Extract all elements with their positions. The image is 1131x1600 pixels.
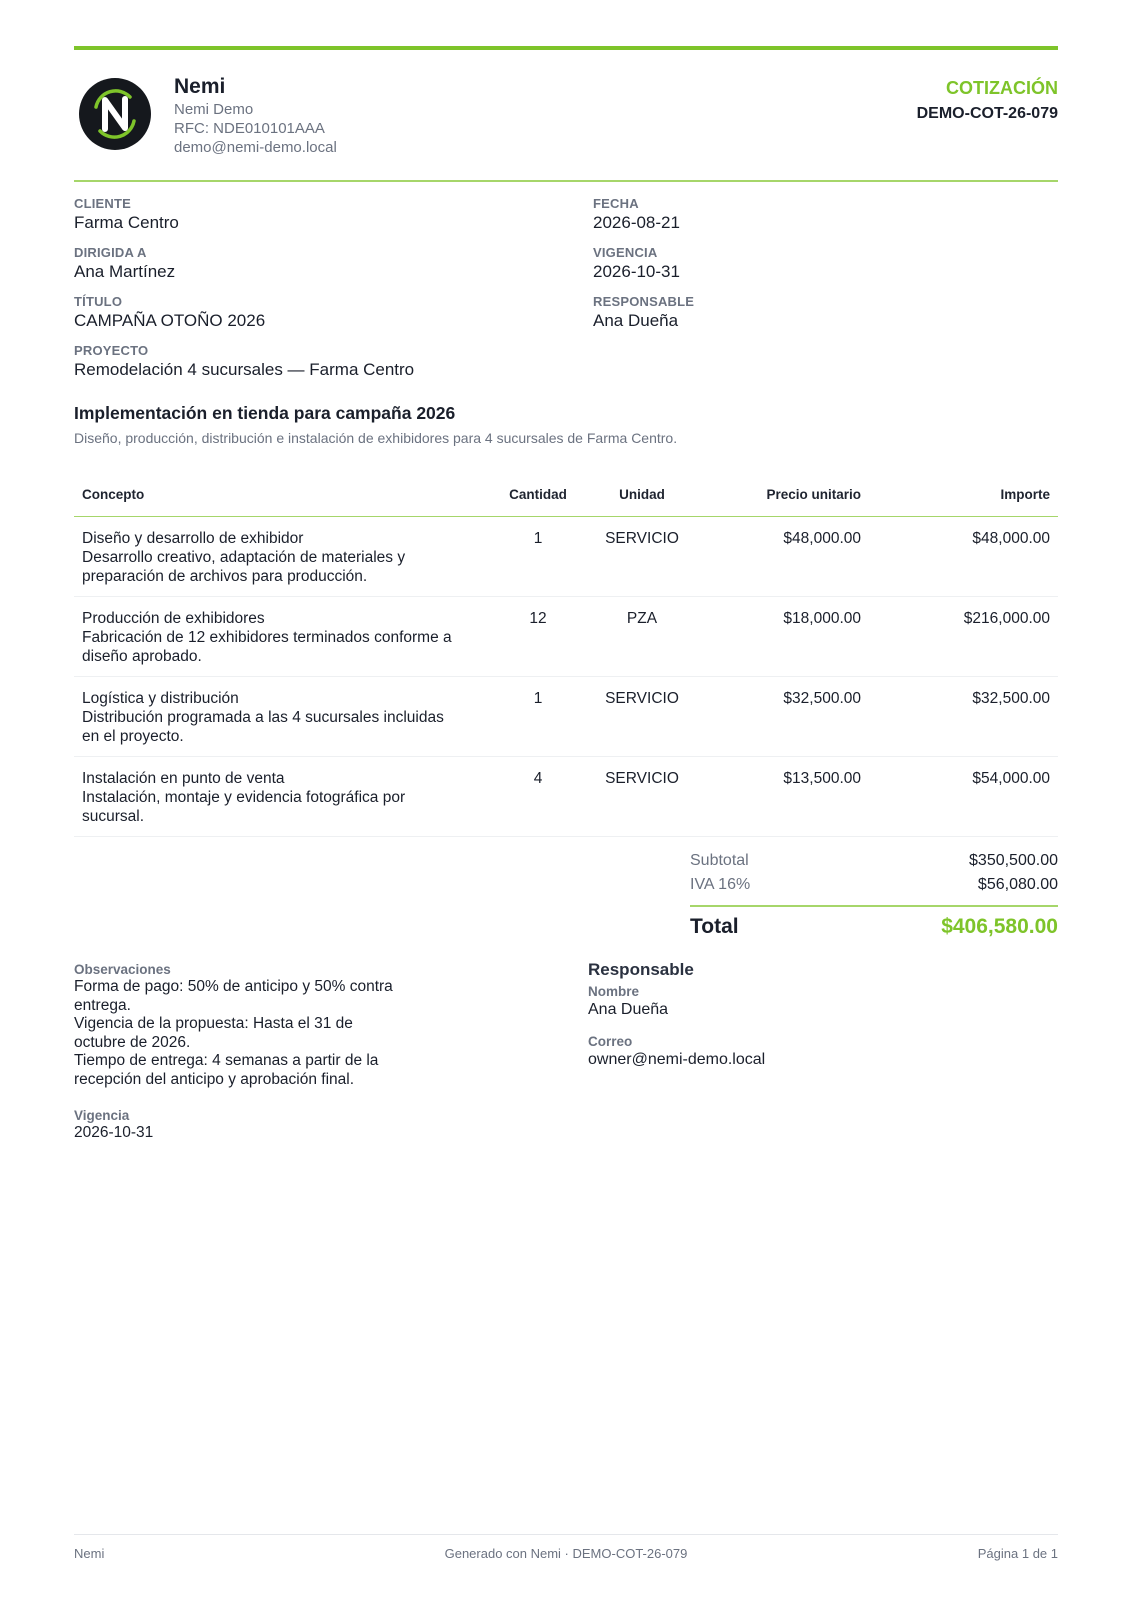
total-label: Total	[690, 915, 739, 938]
observation-line: Vigencia de la propuesta: Hasta el 31 de	[74, 1015, 353, 1032]
row-concept	[74, 757, 489, 837]
field-value: Ana Martínez	[74, 262, 176, 281]
iva-value: $56,080.00	[977, 876, 1058, 893]
row-concept-desc: Fabricación de 12 exhibidores terminados conforme a	[82, 629, 452, 646]
company-subname: Nemi Demo	[174, 101, 254, 118]
field-value: CAMPAÑA OTOÑO 2026	[74, 311, 266, 330]
row-concept-name: Diseño y desarrollo de exhibidor	[82, 530, 304, 547]
row-concept-desc: sucursal.	[82, 808, 145, 825]
field-fecha	[593, 196, 694, 245]
row-quantity: 1	[489, 517, 587, 597]
intro-title: Implementación en tienda para campaña 2026	[74, 403, 456, 423]
field-label: CLIENTE	[74, 196, 132, 211]
iva-label: IVA 16%	[690, 876, 751, 893]
field-proyecto	[74, 343, 414, 392]
document-header	[74, 50, 1058, 180]
row-quantity: 4	[489, 757, 587, 837]
row-amount: $48,000.00	[869, 517, 1058, 597]
field-label: TÍTULO	[74, 294, 123, 309]
field-label: DIRIGIDA A	[74, 245, 147, 260]
row-concept-desc: Instalación, montaje y evidencia fotográfica por	[82, 789, 406, 806]
iva-row	[690, 873, 1058, 897]
field-titulo	[74, 294, 414, 343]
company-info	[174, 74, 337, 157]
footer-center: Generado con Nemi · DEMO-COT-26-079	[444, 1546, 688, 1561]
header-concept: Concepto	[74, 476, 489, 517]
vigencia-value: 2026-10-31	[74, 1124, 154, 1141]
table-row	[74, 597, 1058, 677]
subtotal-value: $350,500.00	[969, 852, 1058, 869]
row-concept	[74, 517, 489, 597]
field-label: FECHA	[593, 196, 639, 211]
bottom-section	[74, 961, 1058, 1181]
field-value: Remodelación 4 sucursales — Farma Centro	[74, 360, 415, 379]
row-price: $18,000.00	[697, 597, 869, 677]
row-price: $13,500.00	[697, 757, 869, 837]
row-quantity: 1	[489, 677, 587, 757]
row-concept-name: Instalación en punto de venta	[82, 770, 285, 787]
header-amount: Importe	[869, 476, 1058, 517]
row-unit: SERVICIO	[587, 677, 697, 757]
observation-line: Tiempo de entrega: 4 semanas a partir de la	[74, 1052, 379, 1069]
table-header-row	[74, 476, 1058, 517]
field-value: Ana Dueña	[593, 311, 679, 330]
header-unit: Unidad	[587, 476, 697, 517]
row-unit: SERVICIO	[587, 757, 697, 837]
fields-left-column	[74, 196, 414, 392]
subtotal-row	[690, 849, 1058, 873]
footer-page-number: Página 1 de 1	[977, 1546, 1058, 1561]
field-label: VIGENCIA	[593, 245, 658, 260]
observation-line: recepción del anticipo y aprobación final.	[74, 1070, 355, 1088]
page-footer	[74, 1534, 1058, 1564]
header-quantity: Cantidad	[489, 476, 587, 517]
row-concept-name: Logística y distribución	[82, 690, 239, 707]
field-dirigida	[74, 245, 414, 294]
field-label: RESPONSABLE	[593, 294, 695, 309]
observations	[74, 961, 424, 1143]
field-value: 2026-08-21	[593, 213, 680, 232]
subtotal-label: Subtotal	[690, 852, 749, 869]
items-table	[74, 476, 1058, 837]
table-row	[74, 517, 1058, 597]
field-value: Farma Centro	[74, 213, 179, 232]
document-id	[917, 76, 1058, 126]
row-concept-desc: en el proyecto.	[82, 728, 184, 745]
quote-intro	[74, 402, 1058, 448]
observation-line: Forma de pago: 50% de anticipo y 50% contra	[74, 978, 393, 995]
responsible-title: Responsable	[588, 960, 694, 979]
row-price: $32,500.00	[697, 677, 869, 757]
field-cliente	[74, 196, 414, 245]
row-unit: SERVICIO	[587, 517, 697, 597]
document-number: DEMO-COT-26-079	[916, 105, 1058, 122]
observation-line: octubre de 2026.	[74, 1033, 191, 1051]
footer-left: Nemi	[74, 1546, 105, 1561]
observation-line: entrega.	[74, 996, 131, 1014]
table-row	[74, 677, 1058, 757]
nemi-logo-icon	[78, 77, 152, 151]
totals-block	[690, 849, 1058, 941]
row-concept-desc: diseño aprobado.	[82, 648, 202, 665]
total-row	[690, 913, 1058, 941]
row-amount: $32,500.00	[869, 677, 1058, 757]
field-value: 2026-10-31	[593, 262, 680, 281]
document-type: COTIZACIÓN	[946, 78, 1058, 98]
field-label: PROYECTO	[74, 343, 149, 358]
row-unit: PZA	[587, 597, 697, 677]
company-name: Nemi	[174, 75, 226, 98]
totals-rule	[690, 905, 1058, 907]
row-concept-desc: preparación de archivos para producción.	[82, 568, 368, 585]
quote-page	[74, 46, 1058, 1181]
row-price: $48,000.00	[697, 517, 869, 597]
responsible-block	[588, 959, 765, 1069]
intro-description: Diseño, producción, distribución e instalación de exhibidores para 4 sucursales de Farma Centro.	[74, 430, 678, 446]
field-responsable	[593, 294, 694, 343]
responsible-name: Ana Dueña	[588, 1001, 669, 1018]
field-vigencia	[593, 245, 694, 294]
company-email: demo@nemi-demo.local	[174, 139, 337, 156]
row-amount: $216,000.00	[869, 597, 1058, 677]
row-concept	[74, 677, 489, 757]
responsible-email-label: Correo	[588, 1034, 633, 1049]
header-price: Precio unitario	[697, 476, 869, 517]
row-quantity: 12	[489, 597, 587, 677]
total-value: $406,580.00	[941, 915, 1058, 938]
row-concept-desc: Distribución programada a las 4 sucursales incluidas	[82, 709, 444, 726]
quote-fields	[74, 182, 1058, 402]
row-concept-desc: Desarrollo creativo, adaptación de materiales y	[82, 549, 406, 566]
row-amount: $54,000.00	[869, 757, 1058, 837]
company-rfc: RFC: NDE010101AAA	[174, 120, 325, 137]
responsible-name-label: Nombre	[588, 984, 640, 999]
responsible-email: owner@nemi-demo.local	[588, 1051, 766, 1068]
row-concept-name: Producción de exhibidores	[82, 610, 265, 627]
row-concept	[74, 597, 489, 677]
table-row	[74, 757, 1058, 837]
fields-right-column	[593, 196, 694, 343]
observations-label: Observaciones	[74, 962, 171, 977]
vigencia-label: Vigencia	[74, 1108, 130, 1123]
